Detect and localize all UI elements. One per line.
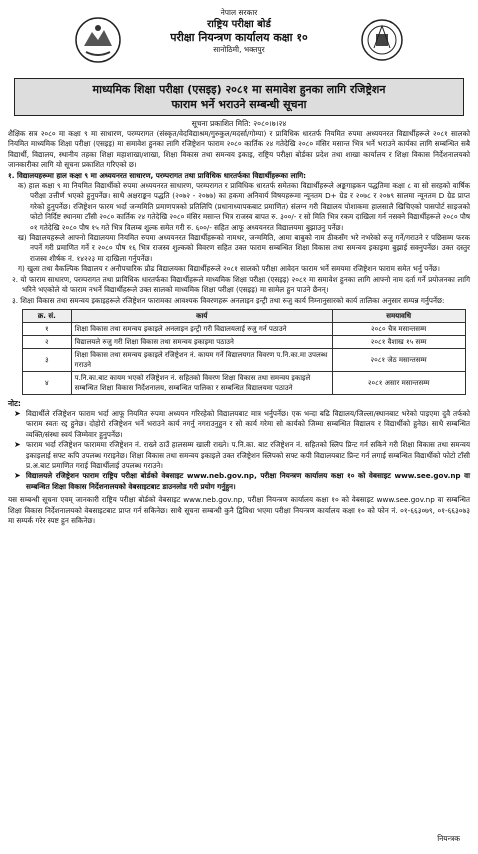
section3: ३. शिक्षा विकास तथा समन्वय इकाइहरूले रजिष्ट्रेशन फारामका आवश्यक विवरणहरू अनलाइन इन्ट्री तथा रुजु कार्य निम्नानुसारको कार्य तालिका अनुसार सम्पन्न गर्नुपर्नेछ:: [12, 295, 445, 305]
section1-ka: क) हाल कक्षा ९ मा नियमित विद्यार्थीको रुपमा अध्ययनरत साधारण, परम्परागत र प्राविधिक धारतर्फ समेतका विद्यार्थीहरूले अङ्कगाह्रकन पद्धतिमा कक्षा ८ वा सो सरहको वार्षिक परीक्षा उत्तीर्ण भएको हुनुपर्नेछ। साथै अक्षराङ्कन पद्धति (२०७२ - २०७७) का हकमा अनिवार्य विषयहरूमा न्यूनतम D+ ग्रेड र २०७८ र २०७९ सालमा न्यूनतम D ग्रेड प्राप्त गरेको हुनुपर्नेछ। रजिष्ट्रेशन फारम भर्दा जन्ममिति प्रमाणपत्रको प्रतिलिपि (प्रधानाध्यापकबाट प्रमाणित) संलग्न गरी विद्यालय पोशाकमा हालसालै खिचिएको पासपोर्ट साइजको फोटो निर्दिष्ट स्थानमा टाँसी २०८० कार्तिक २४ गतेदेखि २०८० मंसिर मसान्त भित्र राजस्व बापत रु. ३००/- र सो मिति भित्र रकम दाखिला गर्न नसक्ने विद्यार्थीहरूले २०८० पौष ०१ गतेदेखि २०८० पौष १५ गते भित्र विलम्ब शुल्क समेत गरी रु. ६००/- सहित आफू अध्ययनरत विद्यालयमा बुझाउनु पर्नेछ।: [18, 181, 470, 232]
section2: २. यो फाराम साधारण, परम्परागत तथा प्राविधिक धारतर्फका विद्यार्थीहरूले माध्यमिक शिक्षा परीक्षा (एसइइ) २०८१ मा समावेश हुनका लागि आफ्नो नाम दर्ता गर्ने प्रयोजनका लागि भरिने भएकोले यो फाराम नभर्ने विद्यार्थीहरूले उक्त सालको माध्यमिक शिक्षा परीक्षा (एसइइ) मा सामेल हुन पाउने छैनन्।: [12, 274, 470, 295]
schedule-header-row: [23, 309, 466, 322]
schedule-task: प.नि.का.बाट कायम भएको रजिष्ट्रेशन नं. सहितको विवरण शिक्षा विकास तथा समन्वय इकाइले सम्बन्धित शिक्षा विकास निर्देशनालय, सम्बन्धित पालिका र सम्बन्धित विद्यालयमा पठाउने: [71, 371, 332, 394]
schedule-period: २०८१ असार मसान्तसम्म: [332, 371, 465, 394]
arrow-bullet-icon: ➤: [14, 440, 21, 450]
schedule-period: २०८० चैत्र मसान्तसम्म: [332, 322, 465, 335]
schedule-sn: ४: [23, 371, 72, 394]
schedule-period: २०८१ वैशाख १५ सम्म: [332, 335, 465, 348]
schedule-period: २०८१ जेठ मसान्तसम्म: [332, 348, 465, 371]
notice-title-line1: माध्यमिक शिक्षा परीक्षा (एसइइ) २०८१ मा समावेश हुनका लागि रजिष्ट्रेशन: [92, 83, 386, 96]
schedule-sn: १: [23, 322, 72, 335]
section1-kha: ख) विद्यालयहरूले आफ्नो विद्यालयमा नियमित रुपमा अध्ययनरत विद्यार्थीहरूको नामथर, जन्ममिति, आमा बाबुको नाम ठीकसँग भरे नभरेको रुजु गर्ने/गराउने र पछिसम्म फरक नपर्ने गरी प्रमाणित गर्ने र २०८० पौष १६ भित्र राजस्व शुल्कको विवरण सहित उक्त फाराम सम्बन्धित शिक्षा विकास तथा समन्वय इकाइमा बुझाई सक्नुपर्नेछ। उक्त दस्तुर राजस्व शीर्षक नं. १४२२३ मा दाखिला गर्नुपर्नेछ।: [18, 233, 470, 263]
header-government: नेपाल सरकार: [220, 8, 258, 17]
schedule-row: [23, 348, 466, 371]
note-text: फाराम भर्दा रजिष्ट्रेशन फाराममा रजिष्ट्रेशन नं. राख्ने ठाउँ हालसम्म खाली राख्ने। प.नि.का. बाट रजिष्ट्रेशन नं. सहितको स्लिप प्रिन्ट गर्न सकिने गरी शिक्षा विकास तथा समन्वय इकाइलाई सफ्ट कपि उपलब्ध गराइनेछ। शिक्षा विकास तथा समन्वय इकाइले उक्त रजिष्ट्रेशन स्लिपको सफ्ट कपी विद्यालयबाट प्रिन्ट गर्न लगाई सम्बन्धित विद्यार्थीको फोटो टाँसी प्र.अ.बाट प्रमाणित गराई विद्यार्थीलाई उपलब्ध गराउने।: [26, 440, 470, 470]
schedule-sn: २: [23, 335, 72, 348]
schedule-task: शिक्षा विकास तथा समन्वय इकाइले अनलाइन इन्ट्री गरी विद्यालयलाई रुजु गर्न पठाउने: [71, 322, 332, 335]
schedule-col-period: समयावधि: [332, 309, 465, 322]
notice-header: [8, 8, 470, 72]
header-office: परीक्षा नियन्त्रण कार्यालय कक्षा १०: [170, 31, 308, 44]
nepal-emblem-logo: [74, 16, 122, 64]
notice-title-line2: फाराम भर्ने भराउने सम्बन्धी सूचना: [171, 98, 307, 111]
note-item: [14, 408, 470, 440]
note-item: [14, 440, 470, 471]
schedule-col-task: कार्य: [71, 309, 332, 322]
header-board: राष्ट्रिय परीक्षा बोर्ड: [207, 19, 271, 30]
schedule-task: विद्यालयले रुजु गरी शिक्षा विकास तथा समन्वय इकाइमा पठाउने: [71, 335, 332, 348]
arrow-bullet-icon: ➤: [14, 471, 21, 481]
note-text: विद्यालयले रजिष्ट्रेशन फाराम राष्ट्रिय परीक्षा बोर्डको वेबसाइट www.neb.gov.np, परीक्षा नियन्त्रण कार्यालय कक्षा १० को वेबसाइट www.see.gov.np वा सम्बन्धित शिक्षा विकास निर्देशनालयको वेबसाइटबाट डाउनलोड गरी प्रयोग गर्नुहुन।: [26, 471, 470, 491]
schedule-row: [23, 322, 466, 335]
arrow-bullet-icon: ➤: [14, 408, 21, 418]
notice-title-box: [14, 78, 464, 116]
schedule-row: [23, 371, 466, 394]
notes-heading: नोट:: [8, 398, 21, 408]
published-date: सूचना प्रकाशित मिति: २०८०।७।२४: [191, 119, 287, 128]
signature: नियन्त्रक: [437, 834, 460, 843]
schedule-row: [23, 335, 466, 348]
section1-heading: १. विद्यालयहरूमा हाल कक्षा ९ मा अध्ययनरत साधारण, परम्परागत तथा प्राविधिक धारतर्फका विद्यार्थीहरूका लागि:: [8, 170, 307, 180]
header-location: सानोठिमी, भक्तपुर: [213, 45, 265, 54]
schedule-col-sn: क्र. सं.: [23, 309, 72, 322]
note-item: [14, 471, 470, 492]
schedule-sn: ३: [23, 348, 72, 371]
note-text: विद्यार्थीले रजिष्ट्रेशन फाराम भर्दा आफू नियमित रुपमा अध्ययन गरिरहेको विद्यालयबाट मात्र भर्नुपर्नेछ। एक भन्दा बढि विद्यालय/जिल्ला/स्थानबाट भरेको पाइएमा दुवै तर्फको फाराम स्वतः रद्द हुनेछ। दोहोरो रजिष्ट्रेशन भर्ने भराउने कार्य नगर्नु नगराउनुहुन र सो कार्य गरेमा सो कार्यको जिम्मा सम्बन्धित विद्यालय र विद्यार्थीको हुनेछ। साथै सम्बन्धित व्यक्ति/संस्था स्वयं जिम्मेवार हुनुपर्नेछ।: [26, 408, 470, 439]
schedule-task: शिक्षा विकास तथा समन्वय इकाइले रजिष्ट्रेशन नं. कायम गर्ने विद्यालयगत विवरण प.नि.का.मा उपलब्ध गराउने: [71, 348, 332, 371]
section1-ga: ग) खुला तथा वैकल्पिक विद्यालय र अनौपचारिक प्रौढ विद्यालयका विद्यार्थीहरूले २०८१ सालको परीक्षा आवेदन फाराम भर्ने समयमा रजिष्ट्रेशन फाराम समेत भर्नु पर्नेछ।: [18, 264, 440, 274]
intro-paragraph: शैक्षिक सत्र २०८० मा कक्षा ९ मा साधारण, परम्परागत (संस्कृत/वेदविद्याश्रम/गुरुकुल/मदर्सा/गोम्पा) र प्राविधिक धारतर्फ नियमित रुपमा अध्ययनरत विद्यार्थीहरूले २०८१ सालको नियमित माध्यमिक शिक्षा परीक्षा (एसइइ) मा समावेश हुनका लागि रजिष्ट्रेशन फाराम २०८० कार्तिक २४ गतेदेखि २०८० मंसिर मसान्त भित्र भर्ने भराउने कार्यका लागि सम्बन्धित सबै विद्यार्थी, विद्यालय, स्थानीय तहका शिक्षा महाशाखा/शाखा, शिक्षा विकास तथा समन्वय इकाइ, राष्ट्रिय परीक्षा बोर्डका प्रदेश तथा शाखा कार्यालय र शिक्षा विकास निर्देशनालयको जानकारीका लागि यो सूचना प्रकाशित गरिएको छ।: [8, 129, 470, 170]
schedule-table: [22, 309, 466, 395]
neb-seal-logo: [360, 18, 404, 62]
closing-paragraph: यस सम्बन्धी सूचना एवम् जानकारी राष्ट्रिय परीक्षा बोर्डको वेबसाइट www.neb.gov.np, परीक्षा नियन्त्रण कार्यालय कक्षा १० को वेबसाइट www.see.gov.np वा सम्बन्धित शिक्षा विकास निर्देशनालयको वेबसाइटबाट प्राप्त गर्न सकिनेछ। साथै सूचना सम्बन्धी कुनै द्विविधा भएमा परीक्षा नियन्त्रण कार्यालय कक्षा १० को फोन नं. ०१-६६३०७९, ०१-६६३०७३ मा सम्पर्क गरेर स्पष्ट हुन सकिनेछ।: [8, 495, 470, 525]
